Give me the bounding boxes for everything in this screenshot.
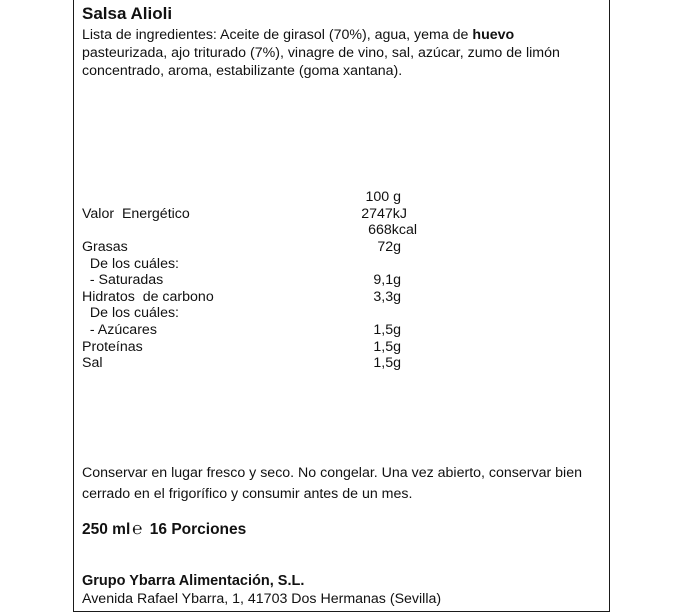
nutrition-value-fat: 72g (377, 239, 401, 255)
net-volume: 250 ml (82, 521, 131, 538)
nutrition-value-protein: 1,5g (373, 339, 401, 355)
nutrition-label-saturated: - Saturadas (82, 272, 164, 288)
ingredients-suffix: pasteurizada, ajo triturado (7%), vinagre de vino, sal, azúcar, zumo de limón concentrado, aroma, estabilizante (goma xantana). (82, 45, 560, 79)
nutrition-value-saturated: 9,1g (373, 272, 401, 288)
nutrition-label-salt: Sal (82, 355, 103, 371)
nutrition-label-fat: Grasas (82, 239, 128, 255)
nutrition-label-sugars: - Azúcares (82, 322, 157, 338)
product-title: Salsa Alioli (82, 4, 173, 23)
portions-count: 16 Porciones (149, 521, 247, 538)
nutrition-value-salt: 1,5g (373, 355, 401, 371)
nutrition-label-of-which-carbs: De los cuáles: (82, 305, 179, 321)
package-info (82, 519, 246, 539)
ingredients-allergen: huevo (472, 27, 515, 43)
estimated-e-icon: ℮ (132, 519, 143, 538)
nutrition-label-protein: Proteínas (82, 339, 143, 355)
manufacturer-address: Avenida Rafael Ybarra, 1, 41703 Dos Hermanas (Sevilla) (82, 591, 442, 607)
nutrition-column-header: 100 g (365, 189, 401, 205)
nutrition-label-of-which-fat: De los cuáles: (82, 256, 179, 272)
nutrition-value-energy-kj: 2747kJ (361, 206, 407, 222)
nutrition-value-carbohydrates: 3,3g (373, 289, 401, 305)
ingredients-list (82, 26, 602, 80)
storage-instructions: Conservar en lugar fresco y seco. No congelar. Una vez abierto, conservar bien cerrado en el frigorífico y consumir antes de un mes. (82, 465, 582, 502)
nutrition-label-energy: Valor Energético (82, 206, 190, 222)
nutrition-label-carbohydrates: Hidratos de carbono (82, 289, 214, 305)
nutrition-value-sugars: 1,5g (373, 322, 401, 338)
manufacturer-name: Grupo Ybarra Alimentación, S.L. (82, 573, 305, 589)
ingredients-prefix: Lista de ingredientes: Aceite de girasol (70%), agua, yema de (82, 27, 473, 43)
nutrition-value-energy-kcal: 668kcal (368, 222, 417, 238)
